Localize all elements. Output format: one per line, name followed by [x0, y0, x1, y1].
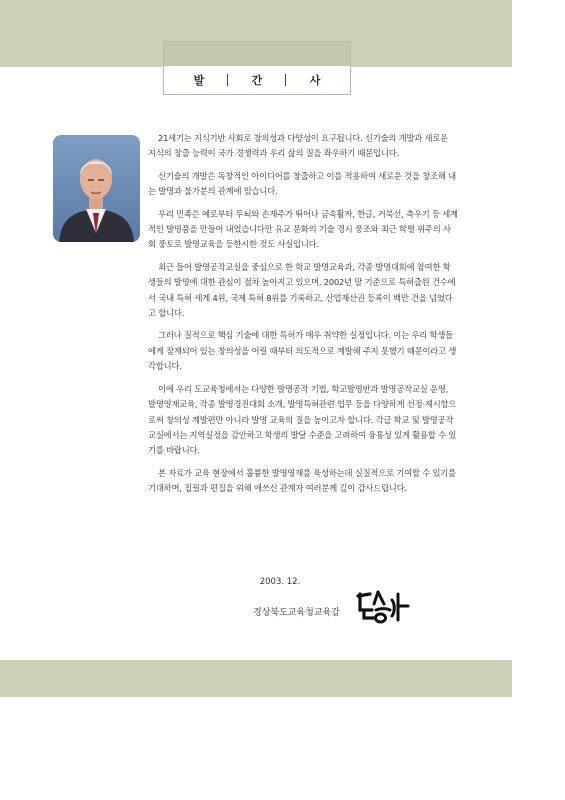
paragraph: 본 자료가 교육 현장에서 훌륭한 발명영재를 육성하는데 실질적으로 기여할 수 있기를 기대하며, 집필과 편집을 위해 애쓰신 관계자 여러분께 깊이 감사드립니다.: [148, 467, 456, 494]
signer-title: 경상북도교육청교육감: [253, 608, 340, 618]
title-box: [163, 41, 351, 95]
paragraph: 21세기는 지식기반 사회로 창의성과 다양성이 요구됩니다. 신기술의 개발과 새로운 지식의 창출 능력이 국가 경쟁력과 우리 삶의 질을 좌우하기 때문입니다.: [148, 133, 448, 159]
title-divider: [227, 74, 228, 86]
title-char: 간: [251, 73, 263, 87]
title-char: 발: [193, 73, 205, 87]
signature-icon: [354, 586, 414, 626]
title-divider: [285, 74, 286, 86]
paragraph: 우리 민족은 예로부터 두뇌와 손재주가 뛰어나 금속활자, 한글, 거북선, 측우기 등 세계적인 발명품을 만들어 내었습니다만 유교 문화의 기술 경시 풍조와 최근 학벌 위주의 사회 풍토로 발명교육을 등한시한 것도 사실입니다.: [148, 208, 458, 250]
portrait-icon: [53, 135, 140, 242]
title-char: 사: [309, 73, 321, 87]
paragraph: 신기술의 개발은 독창적인 아이디어를 창출하고 이를 적용하여 새로운 것을 창조해 내는 발명과 불가분의 관계에 있습니다.: [148, 170, 456, 197]
date: 2003. 12.: [259, 577, 301, 587]
paragraph: 이에 우리 도교육청에서는 다양한 발명공작 기법, 학교발명반과 발명공작교실 운영, 발명영재교육, 각종 발명경진대회 소개, 발명특허관련 업무 등을 다양하게 선정·제시함으로써 창의성 계발편만 아니라 발명 교육의 질을 높이고자 합니다. 각급 학교 및 발명공작교실에서는 지역실정을 감안하고 학생의 발달 수준을 고려하여 융통성 있게 활용할 수 있기를 바랍니다.: [148, 383, 457, 456]
portrait-photo: [53, 135, 140, 242]
message-body: [148, 131, 458, 504]
paragraph: 최근 들어 발명공작교실을 중심으로 한 학교 발명교육과, 각종 발명대회에 참여한 학생들의 발명에 대한 관심이 점차 높아지고 있으며, 2002년 말 기준으로 특허출원 건수에서 국내 특허 세계 4위, 국제 특허 8위를 기록하고, 산업재산권 등록이 백만 건을 넘었다고 합니다.: [148, 261, 456, 319]
page-title: [164, 66, 350, 93]
paragraph: 그러나 질적으로 핵심 기술에 대한 특허가 매우 취약한 실정입니다. 이는 우리 학생들에게 잠재되어 있는 창의성을 어릴 때부터 의도적으로 계발해 주지 못했기 때문이라고 생각합니다.: [148, 330, 457, 372]
bottom-band: [0, 660, 512, 697]
